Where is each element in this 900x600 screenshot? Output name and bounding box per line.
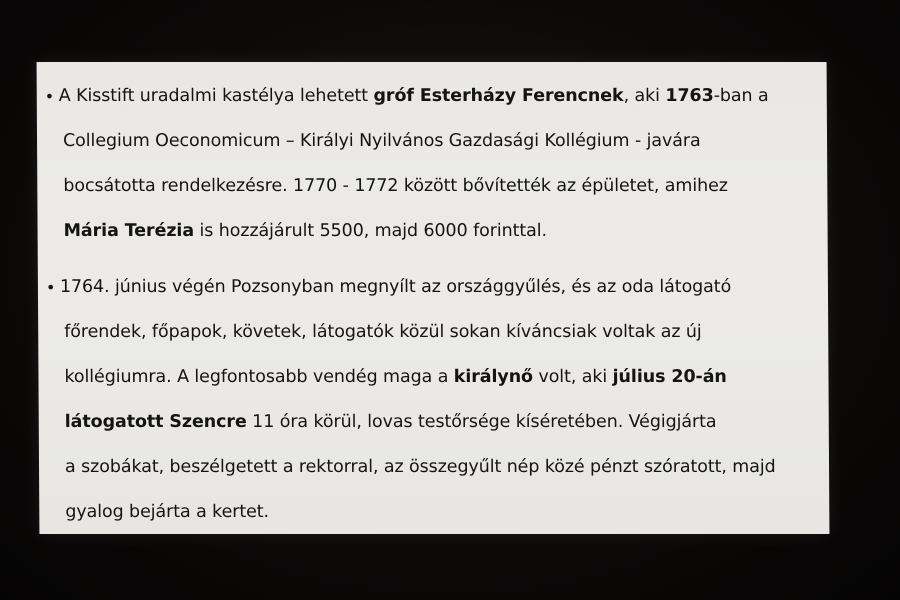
bold-text-span: királynő xyxy=(453,366,534,387)
bullet-dot: • xyxy=(44,87,55,107)
paragraph-gap xyxy=(46,254,816,265)
text-span: a szobákat, beszélgetett a rektorral, az összegyűlt nép közé pénzt szóratott, majd xyxy=(64,456,776,477)
text-line xyxy=(63,209,815,254)
bold-text-span: gróf Esterházy Ferencnek xyxy=(373,86,624,107)
bold-text-span: 1763 xyxy=(665,86,714,107)
text-span: 11 óra körül, lovas testőrsége kíséretében. Végigjárta xyxy=(246,411,717,432)
text-span: A Kisstift uradalmi kastélya lehetett xyxy=(58,86,374,107)
text-line xyxy=(65,490,817,535)
bold-text-span: Mária Terézia xyxy=(63,221,195,242)
text-span: bocsátotta rendelkezésre. 1770 - 1772 között bővítették az épületet, amihez xyxy=(63,176,728,197)
text-line xyxy=(64,310,816,355)
text-line xyxy=(59,74,815,119)
bold-text-span: július 20-án xyxy=(612,366,727,387)
text-line xyxy=(63,119,815,164)
bullet-paragraph xyxy=(45,74,816,254)
text-span: 1764. június végén Pozsonyban megnyílt az országgyűlés, és az oda látogató xyxy=(59,277,732,298)
text-line xyxy=(65,445,817,490)
text-span: kollégiumra. A legfontosabb vendég maga a xyxy=(64,366,454,387)
text-span: főrendek, főpapok, követek, látogatók közül sokan kíváncsiak voltak az új xyxy=(64,321,702,342)
text-span: , aki xyxy=(623,86,666,107)
text-span: -ban a xyxy=(713,86,769,107)
text-span: volt, aki xyxy=(532,366,613,387)
bold-text-span: látogatott Szencre xyxy=(64,411,247,432)
text-span: is hozzájárult 5500, majd 6000 forinttal. xyxy=(193,221,548,242)
text-span: Collegium Oeconomicum – Királyi Nyilvános Gazdasági Kollégium - javára xyxy=(62,131,701,152)
text-line xyxy=(64,355,816,400)
text-line xyxy=(60,265,816,310)
bullet-dot: • xyxy=(45,278,56,298)
slide-text xyxy=(45,74,818,535)
text-line xyxy=(63,164,815,209)
bullet-paragraph xyxy=(46,265,818,535)
text-span: gyalog bejárta a kertet. xyxy=(65,501,270,522)
projection-screen xyxy=(37,62,830,534)
text-line xyxy=(65,400,817,445)
